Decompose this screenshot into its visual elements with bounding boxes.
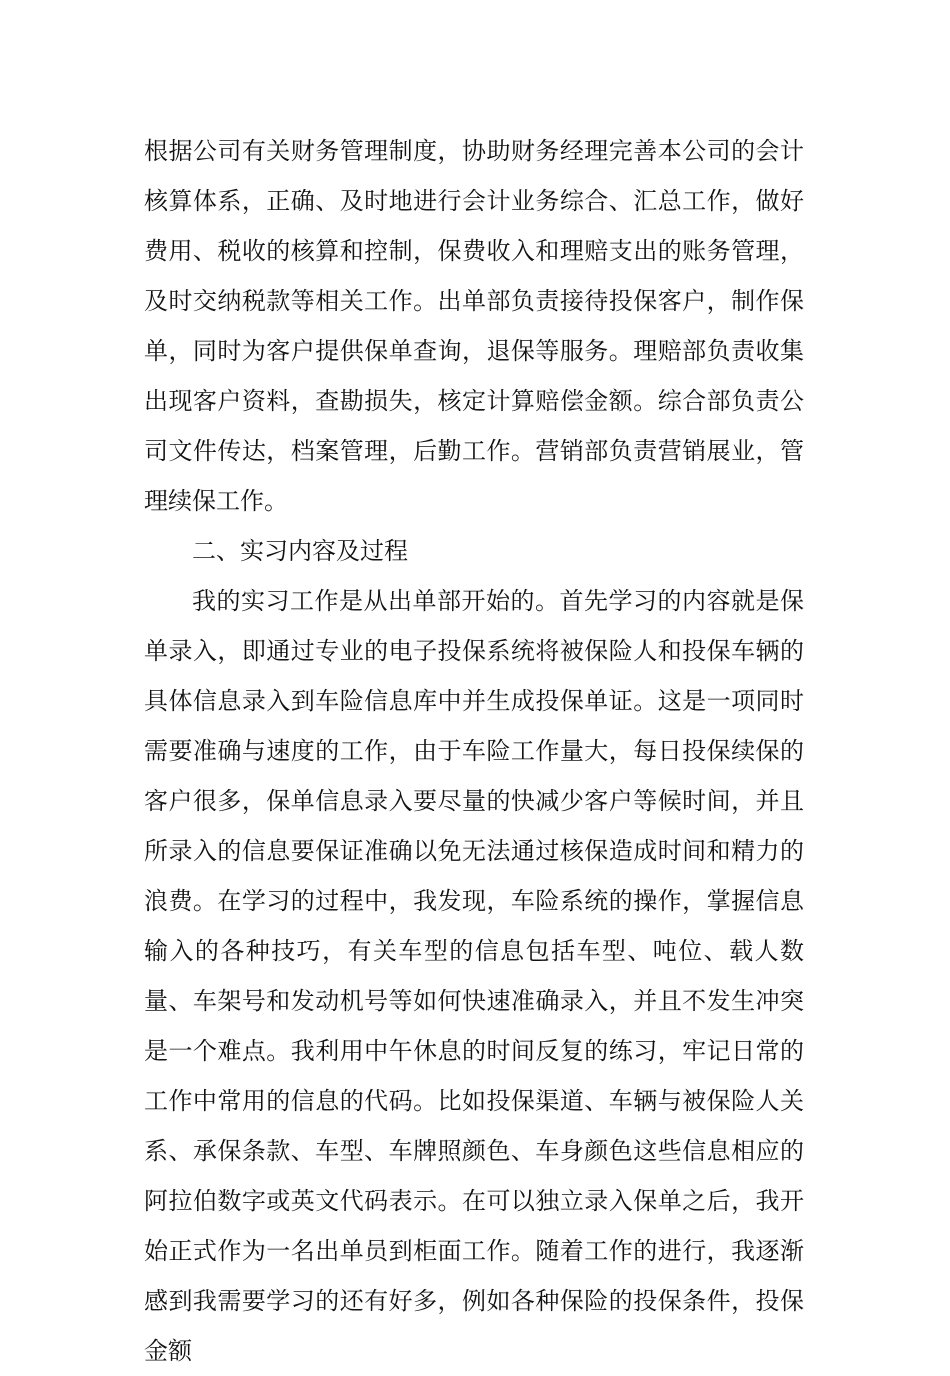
body-paragraph-2: 我的实习工作是从出单部开始的。首先学习的内容就是保单录入，即通过专业的电子投保系统将被保险人和投保车辆的具体信息录入到车险信息库中并生成投保单证。这是一项同时需要准确与速度的工作，由于车险工作量大，每日投保续保的客户很多，保单信息录入要尽量的快减少客户等候时间，并且所录入的信息要保证准确以免无法通过核保造成时间和精力的浪费。在学习的过程中，我发现，车险系统的操作，掌握信息输入的各种技巧，有关车型的信息包括车型、吨位、载人数量、车架号和发动机号等如何快速准确录入，并且不发生冲突是一个难点。我利用中午休息的时间反复的练习，牢记日常的工作中常用的信息的代码。比如投保渠道、车辆与被保险人关系、承保条款、车型、车牌照颜色、车身颜色这些信息相应的阿拉伯数字或英文代码表示。在可以独立录入保单之后，我开始正式作为一名出单员到柜面工作。随着工作的进行，我逐渐感到我需要学习的还有好多，例如各种保险的投保条件，投保金额 [144,587,804,1365]
section-heading: 二、实习内容及过程 [192,537,408,565]
body-paragraph-1: 根据公司有关财务管理制度，协助财务经理完善本公司的会计核算体系，正确、及时地进行会计业务综合、汇总工作，做好费用、税收的核算和控制，保费收入和理赔支出的账务管理，及时交纳税款等相关工作。出单部负责接待投保客户，制作保单，同时为客户提供保单查询，退保等服务。理赔部负责收集出现客户资料，查勘损失，核定计算赔偿金额。综合部负责公司文件传达，档案管理，后勤工作。营销部负责营销展业，管理续保工作。 [144,137,804,515]
document-page [144,126,804,1376]
